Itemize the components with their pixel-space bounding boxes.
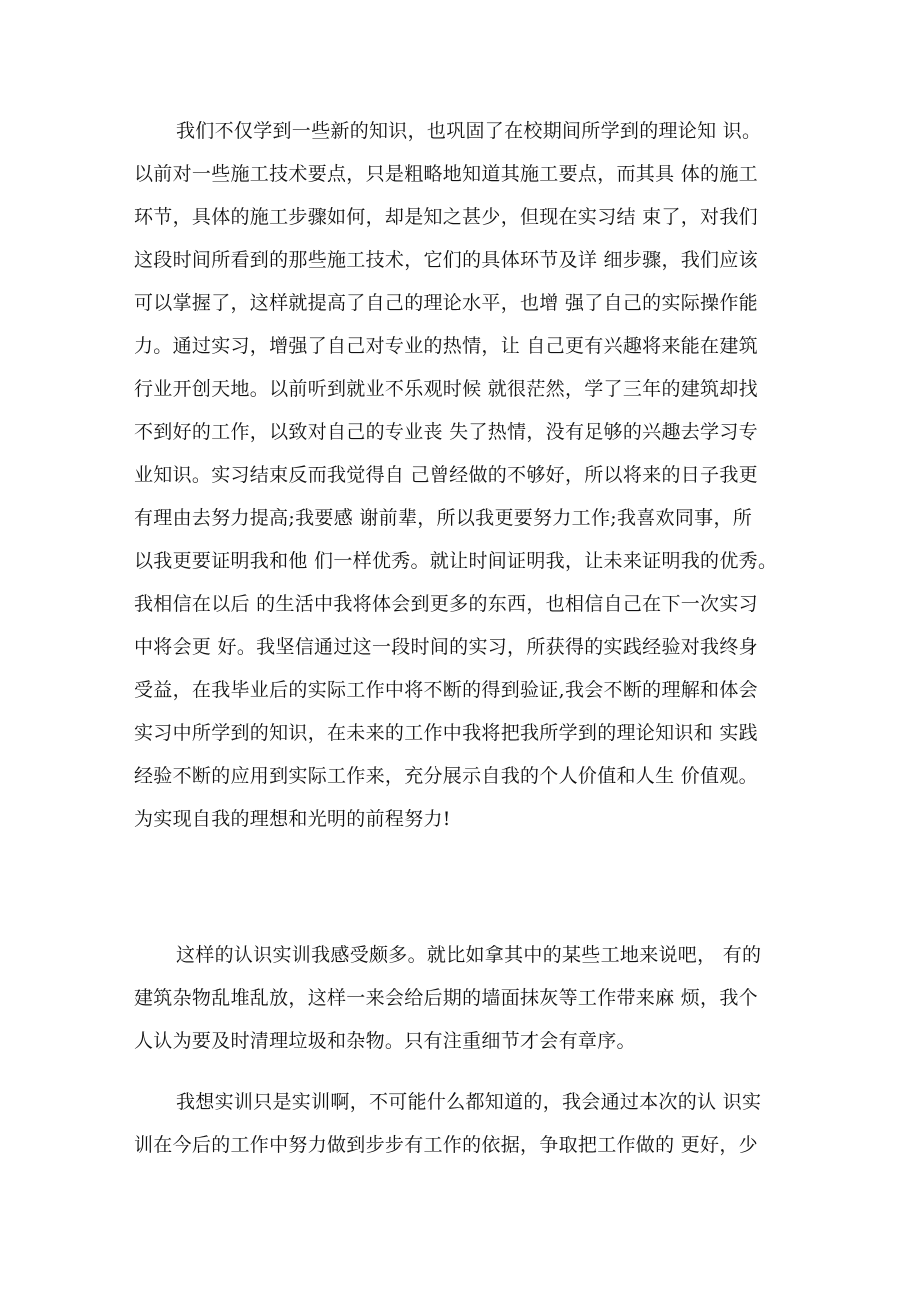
text-line: 以前对一些施工技术要点，只是粗略地知道其施工要点，而其具 体的施工 xyxy=(134,163,758,185)
text-line: 环节，具体的施工步骤如何，却是知之甚少，但现在实习结 束了，对我们 xyxy=(134,206,758,228)
text-line: 这样的认识实训我感受颇多。就比如拿其中的某些工地来说吧， 有的 xyxy=(176,944,762,966)
text-line: 训在今后的工作中努力做到步步有工作的依据，争取把工作做的 更好，少 xyxy=(134,1134,758,1156)
text-line: 力。通过实习，增强了自己对专业的热情，让 自己更有兴趣将来能在建筑 xyxy=(134,335,758,357)
text-line: 可以掌握了，这样就提高了自己的理论水平，也增 强了自己的实际操作能 xyxy=(134,292,758,314)
text-line: 我相信在以后 的生活中我将体会到更多的东西，也相信自己在下一次实习 xyxy=(134,593,758,615)
text-line: 经验不断的应用到实际工作来，充分展示自我的个人价值和人生 价值观。 xyxy=(134,765,758,787)
text-line: 为实现自我的理想和光明的前程努力! xyxy=(134,808,451,830)
text-line: 业知识。实习结束反而我觉得自 己曾经做的不够好，所以将来的日子我更 xyxy=(134,464,758,486)
text-line: 建筑杂物乱堆乱放，这样一来会给后期的墙面抹灰等工作带来麻 烦，我个 xyxy=(134,987,758,1009)
text-line: 受益，在我毕业后的实际工作中将不断的得到验证,我会不断的理解和体会 xyxy=(134,679,758,701)
text-line: 行业开创天地。以前听到就业不乐观时候 就很茫然，学了三年的建筑却找 xyxy=(134,378,758,400)
text-line: 有理由去努力提高;我要感 谢前辈，所以我更要努力工作;我喜欢同事，所 xyxy=(134,507,753,529)
text-line: 以我更要证明我和他 们一样优秀。就让时间证明我，让未来证明我的优秀。 xyxy=(134,550,778,572)
text-line: 不到好的工作，以致对自己的专业丧 失了热情，没有足够的兴趣去学习专 xyxy=(134,421,758,443)
text-line: 这段时间所看到的那些施工技术，它们的具体环节及详 细步骤，我们应该 xyxy=(134,249,758,271)
text-line: 中将会更 好。我坚信通过这一段时间的实习，所获得的实践经验对我终身 xyxy=(134,636,758,658)
text-line: 实习中所学到的知识，在未来的工作中我将把我所学到的理论知识和 实践 xyxy=(134,722,758,744)
text-line: 我们不仅学到一些新的知识，也巩固了在校期间所学到的理论知 识。 xyxy=(176,120,762,142)
text-line: 我想实训只是实训啊，不可能什么都知道的，我会通过本次的认 识实 xyxy=(176,1091,762,1113)
text-line: 人认为要及时清理垃圾和杂物。只有注重细节才会有章序。 xyxy=(134,1030,636,1052)
